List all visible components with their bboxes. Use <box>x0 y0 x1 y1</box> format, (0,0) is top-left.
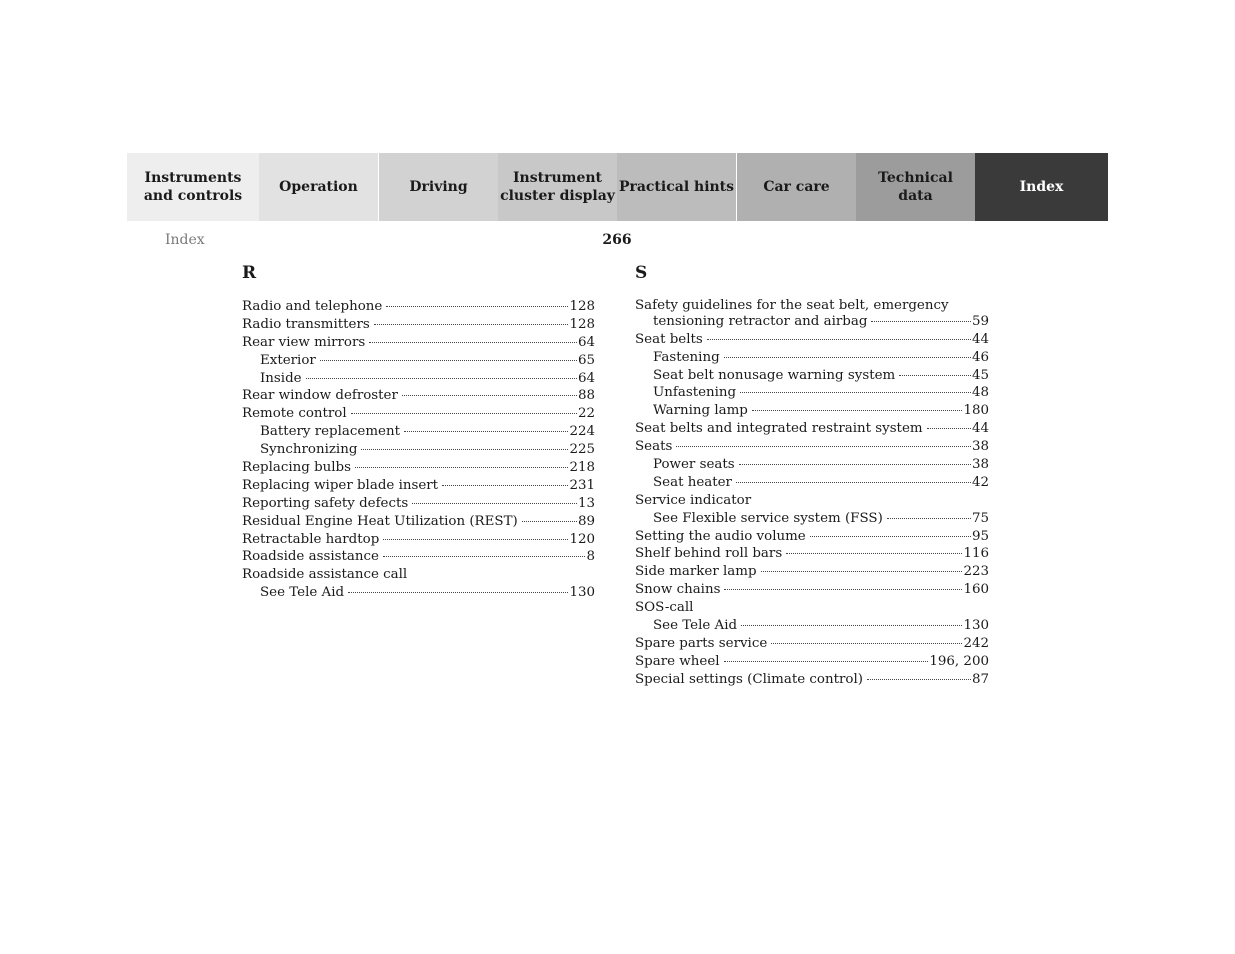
entry-term: Seat heater <box>653 474 732 490</box>
tab-operation[interactable]: Operation <box>259 153 379 221</box>
entry-page: 46 <box>971 349 989 365</box>
entry-term: Seat belts and integrated restraint system <box>635 421 923 437</box>
entry-page: 13 <box>577 495 595 511</box>
leader-dots <box>871 321 971 322</box>
entry-page: 22 <box>577 406 595 422</box>
entry-term: Inside <box>260 370 302 386</box>
index-entry[interactable] <box>242 513 595 531</box>
tab-practical-hints[interactable]: Practical hints <box>617 153 737 221</box>
index-entry[interactable] <box>635 653 989 671</box>
index-entry[interactable] <box>242 387 595 405</box>
entry-term: Seat belts <box>635 331 703 347</box>
entry-page: 116 <box>963 546 989 562</box>
index-entry <box>635 599 989 617</box>
index-entry[interactable] <box>635 581 989 599</box>
index-entry[interactable] <box>242 405 595 423</box>
entry-term: Reporting safety defects <box>242 495 409 511</box>
index-entry[interactable] <box>242 548 595 566</box>
entry-term: Side marker lamp <box>635 564 757 580</box>
entry-term: Replacing bulbs <box>242 460 352 476</box>
leader-dots <box>442 485 568 486</box>
leader-dots <box>724 661 929 662</box>
index-subentry[interactable] <box>242 441 595 459</box>
entry-page: 38 <box>971 457 989 473</box>
leader-dots <box>355 467 568 468</box>
entry-term: SOS-call <box>635 600 694 616</box>
entry-page: 44 <box>971 331 989 347</box>
leader-dots <box>736 482 971 483</box>
leader-dots <box>386 306 568 307</box>
entry-page: 59 <box>971 314 989 330</box>
entry-page: 8 <box>586 549 595 565</box>
entry-page: 65 <box>577 352 595 368</box>
entry-term: Synchronizing <box>260 442 358 458</box>
leader-dots <box>383 539 568 540</box>
entry-page: 87 <box>971 671 989 687</box>
index-subentry[interactable] <box>635 367 989 385</box>
entry-page: 45 <box>971 367 989 383</box>
leader-dots <box>351 413 577 414</box>
index-entry <box>635 298 989 314</box>
index-column-s <box>635 262 989 689</box>
entry-page: 64 <box>577 334 595 350</box>
entry-page: 160 <box>963 582 989 598</box>
entry-page: 218 <box>569 460 595 476</box>
tab-technical-data[interactable]: Technical data <box>856 153 975 221</box>
entry-term: Spare wheel <box>635 653 720 669</box>
entry-term: Roadside assistance <box>242 549 379 565</box>
leader-dots <box>724 357 971 358</box>
entry-page: 95 <box>971 528 989 544</box>
entry-page: 196, 200 <box>929 653 989 669</box>
chapter-tabs <box>127 153 1108 221</box>
entry-term: Snow chains <box>635 582 721 598</box>
leader-dots <box>306 378 577 379</box>
entry-term: tensioning retractor and airbag <box>653 314 868 330</box>
index-subentry[interactable] <box>242 370 595 388</box>
entry-page: 64 <box>577 370 595 386</box>
page-number: 266 <box>602 232 632 248</box>
leader-dots <box>402 395 577 396</box>
index-subentry[interactable] <box>242 423 595 441</box>
entry-page: 89 <box>577 513 595 529</box>
entry-term: Roadside assistance call <box>242 567 408 583</box>
entry-term: Seats <box>635 439 673 455</box>
entry-term: Shelf behind roll bars <box>635 546 783 562</box>
index-entry[interactable] <box>242 531 595 549</box>
entry-page: 180 <box>963 403 989 419</box>
leader-dots <box>927 428 971 429</box>
index-subentry[interactable] <box>635 384 989 402</box>
entry-term: Replacing wiper blade insert <box>242 477 439 493</box>
leader-dots <box>707 339 971 340</box>
entry-term: Power seats <box>653 457 735 473</box>
entry-term: Special settings (Climate control) <box>635 671 863 687</box>
entry-page: 128 <box>569 316 595 332</box>
entry-page: 88 <box>577 388 595 404</box>
leader-dots <box>867 679 971 680</box>
entry-term: Unfastening <box>653 385 737 401</box>
index-entry[interactable] <box>242 477 595 495</box>
index-entry[interactable] <box>635 635 989 653</box>
index-entry[interactable] <box>635 420 989 438</box>
index-letter-heading: S <box>635 263 648 283</box>
leader-dots <box>739 464 971 465</box>
leader-dots <box>383 556 586 557</box>
index-subentry[interactable] <box>635 402 989 420</box>
entry-term: Safety guidelines for the seat belt, emergency <box>635 298 949 313</box>
index-subentry[interactable] <box>635 510 989 528</box>
entry-term: See Tele Aid <box>653 618 738 634</box>
index-column-r <box>242 262 595 602</box>
leader-dots <box>786 553 962 554</box>
entry-page: 130 <box>569 585 595 601</box>
leader-dots <box>771 643 962 644</box>
index-subentry[interactable] <box>242 584 595 602</box>
index-subentry[interactable] <box>635 474 989 492</box>
entry-term: Radio and telephone <box>242 299 383 314</box>
entry-page: 75 <box>971 510 989 526</box>
leader-dots <box>887 518 971 519</box>
index-subentry[interactable] <box>635 349 989 367</box>
entry-page: 224 <box>569 424 595 440</box>
entry-term: See Flexible service system (FSS) <box>653 510 883 526</box>
leader-dots <box>741 625 962 626</box>
index-entry <box>635 492 989 510</box>
leader-dots <box>899 375 971 376</box>
entry-page: 130 <box>963 618 989 634</box>
entry-term: Residual Engine Heat Utilization (REST) <box>242 513 518 529</box>
tab-index[interactable]: Index <box>975 153 1108 221</box>
index-entry[interactable] <box>242 334 595 352</box>
entry-term: See Tele Aid <box>260 585 345 601</box>
index-entry[interactable] <box>242 495 595 513</box>
tab-driving[interactable]: Driving <box>379 153 498 221</box>
tab-instruments-and-controls[interactable]: Instruments and controls <box>127 153 259 221</box>
entry-page: 242 <box>963 635 989 651</box>
index-subentry[interactable] <box>242 352 595 370</box>
leader-dots <box>676 446 971 447</box>
index-entry <box>242 566 595 584</box>
entry-page: 128 <box>569 299 595 314</box>
leader-dots <box>740 392 971 393</box>
entry-term: Rear view mirrors <box>242 334 366 350</box>
index-letter-heading: R <box>242 263 257 283</box>
entry-page: 42 <box>971 474 989 490</box>
leader-dots <box>761 571 963 572</box>
leader-dots <box>369 342 577 343</box>
entry-page: 44 <box>971 421 989 437</box>
index-entry-continued[interactable] <box>635 314 989 330</box>
index-entry[interactable] <box>635 438 989 456</box>
index-entry[interactable] <box>635 528 989 546</box>
index-entry[interactable] <box>242 298 595 316</box>
entry-term: Seat belt nonusage warning system <box>653 367 896 383</box>
index-subentry[interactable] <box>635 617 989 635</box>
entry-term: Spare parts service <box>635 635 768 651</box>
entry-term: Radio transmitters <box>242 316 370 332</box>
index-entry[interactable] <box>635 563 989 581</box>
entry-page: 231 <box>569 477 595 493</box>
entry-page: 38 <box>971 439 989 455</box>
entry-term: Rear window defroster <box>242 388 398 404</box>
section-label: Index <box>165 232 205 248</box>
entry-term: Exterior <box>260 352 316 368</box>
entry-term: Setting the audio volume <box>635 528 806 544</box>
leader-dots <box>810 536 971 537</box>
index-entry[interactable] <box>242 316 595 334</box>
leader-dots <box>404 431 568 432</box>
tab-instrument-cluster-display[interactable]: Instrument cluster display <box>498 153 617 221</box>
entry-term: Remote control <box>242 406 347 422</box>
leader-dots <box>522 521 577 522</box>
tab-car-care[interactable]: Car care <box>737 153 856 221</box>
entry-term: Warning lamp <box>653 403 748 419</box>
leader-dots <box>724 589 962 590</box>
entry-page: 120 <box>569 531 595 547</box>
index-entry[interactable] <box>635 545 989 563</box>
entry-page: 223 <box>963 564 989 580</box>
entry-term: Service indicator <box>635 492 752 508</box>
entry-term: Fastening <box>653 349 720 365</box>
index-entry[interactable] <box>635 331 989 349</box>
entry-term: Retractable hardtop <box>242 531 380 547</box>
entry-page: 225 <box>569 442 595 458</box>
leader-dots <box>374 324 569 325</box>
entry-page: 48 <box>971 385 989 401</box>
index-entry[interactable] <box>635 671 989 689</box>
entry-term: Battery replacement <box>260 424 400 440</box>
leader-dots <box>320 360 577 361</box>
leader-dots <box>412 503 577 504</box>
index-subentry[interactable] <box>635 456 989 474</box>
leader-dots <box>348 592 568 593</box>
index-entry[interactable] <box>242 459 595 477</box>
leader-dots <box>361 449 568 450</box>
leader-dots <box>752 410 963 411</box>
